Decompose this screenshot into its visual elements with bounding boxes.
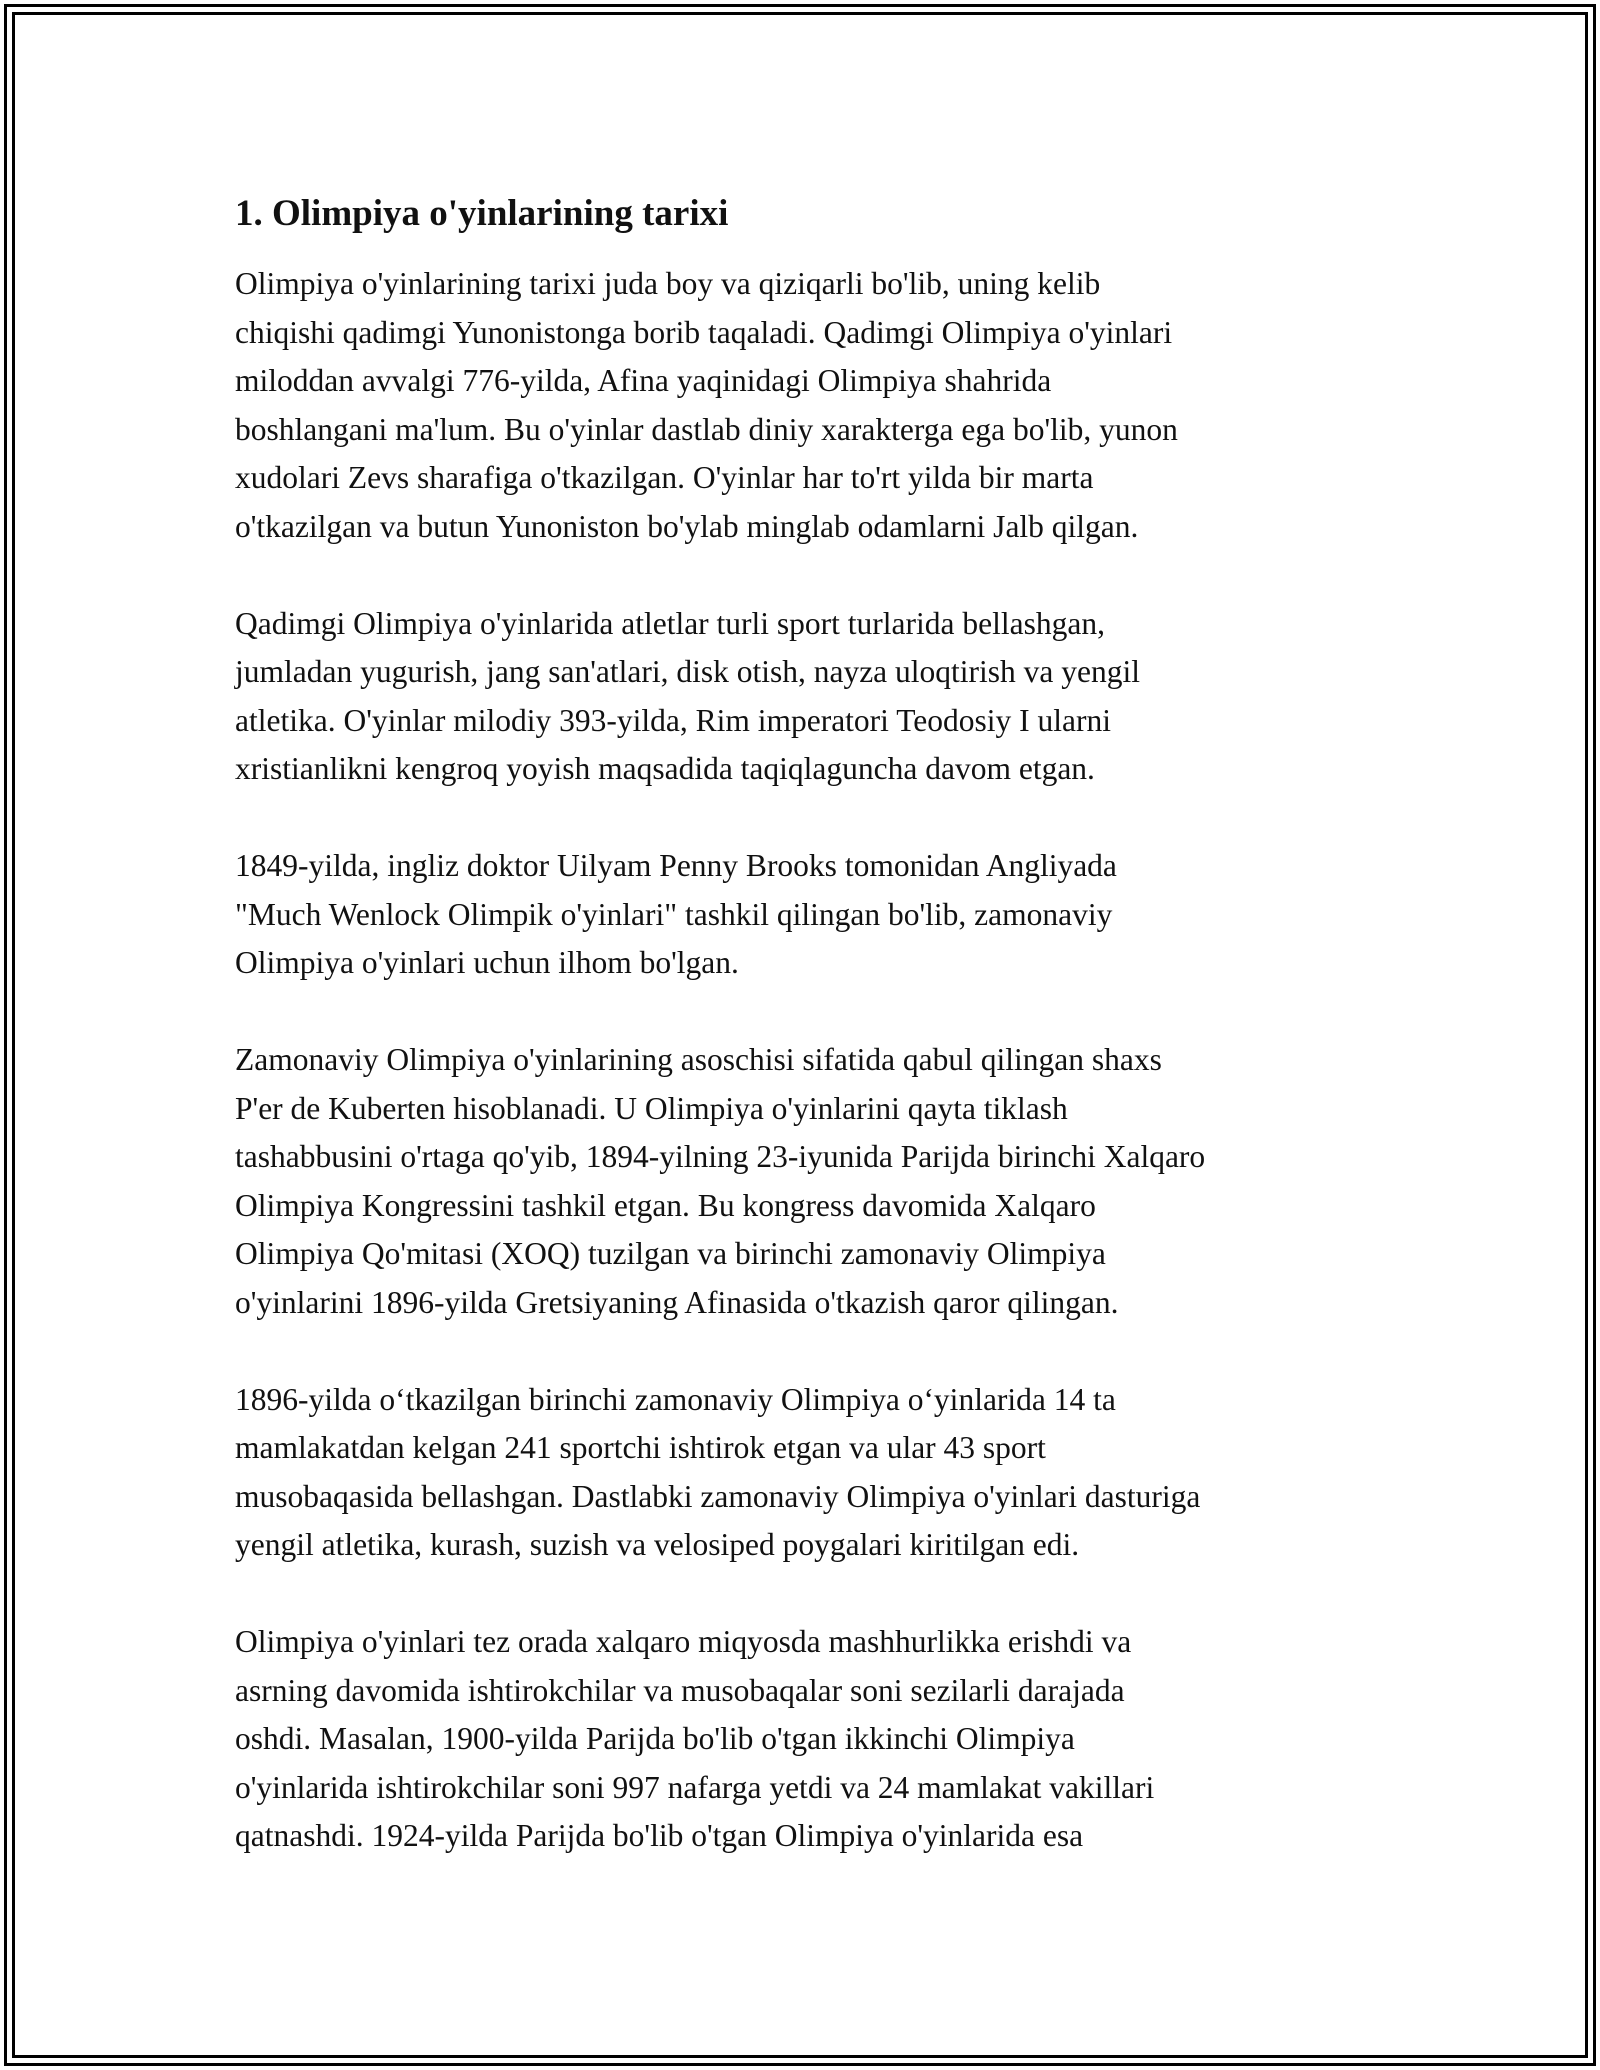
paragraph-line: Zamonaviy Olimpiya o'yinlarining asoschisi sifatida qabul qilingan shaxs (235, 1042, 1162, 1077)
paragraph-line: miloddan avvalgi 776-yilda, Afina yaqinidagi Olimpiya shahrida (235, 363, 1052, 398)
paragraph-line: oshdi. Masalan, 1900-yilda Parijda bo'lib o'tgan ikkinchi Olimpiya (235, 1721, 1075, 1756)
paragraph-line: 1896-yilda o‘tkazilgan birinchi zamonaviy Olimpiya o‘yinlarida 14 ta (235, 1381, 1116, 1417)
paragraph-line: boshlangani ma'lum. Bu o'yinlar dastlab diniy xarakterga ega bo'lib, yunon (235, 411, 1178, 447)
paragraph-line: atletika. O'yinlar milodiy 393-yilda, Rim imperatori Teodosiy I ularni (235, 702, 1111, 738)
paragraph-line: Olimpiya o'yinlari uchun ilhom bo'lgan. (235, 945, 739, 980)
paragraph (235, 1376, 1385, 1570)
paragraph-line: musobaqasida bellashgan. Dastlabki zamonaviy Olimpiya o'yinlari dasturiga (235, 1478, 1201, 1514)
paragraph-line: o'tkazilgan va butun Yunoniston bo'ylab minglab odamlarni Jalb qilgan. (235, 508, 1139, 544)
paragraph-line: Olimpiya o'yinlarining tarixi juda boy va qiziqarli bo'lib, uning kelib (235, 266, 1101, 301)
paragraph-line: Olimpiya Kongressini tashkil etgan. Bu kongress davomida Xalqaro (235, 1187, 1096, 1223)
paragraph-line: chiqishi qadimgi Yunonistonga borib taqaladi. Qadimgi Olimpiya o'yinlari (235, 314, 1173, 350)
paragraph-line: P'er de Kuberten hisoblanadi. U Olimpiya o'yinlarini qayta tiklash (235, 1090, 1068, 1126)
paragraph-line: Olimpiya o'yinlari tez orada xalqaro miqyosda mashhurlikka erishdi va (235, 1624, 1132, 1659)
paragraph-line: jumladan yugurish, jang san'atlari, disk otish, nayza uloqtirish va yengil (235, 654, 1141, 689)
document-body (235, 190, 1385, 1909)
paragraph-line: tashabbusini o'rtaga qo'yib, 1894-yilning 23-iyunida Parijda birinchi Xalqaro (235, 1139, 1206, 1174)
paragraph-line: xudolari Zevs sharafiga o'tkazilgan. O'yinlar har to'rt yilda bir marta (235, 460, 1094, 495)
paragraph-line: "Much Wenlock Olimpik o'yinlari" tashkil qilingan bo'lib, zamonaviy (235, 896, 1113, 932)
paragraph-container (235, 260, 1385, 1861)
paragraph (235, 1036, 1385, 1327)
paragraph (235, 260, 1385, 551)
paragraph-line: asrning davomida ishtirokchilar va musobaqalar soni sezilarli darajada (235, 1672, 1125, 1708)
paragraph-line: o'yinlarini 1896-yilda Gretsiyaning Afinasida o'tkazish qaror qilingan. (235, 1284, 1119, 1320)
paragraph-line: 1849-yilda, ingliz doktor Uilyam Penny Brooks tomonidan Angliyada (235, 848, 1117, 883)
section-heading: 1. Olimpiya o'yinlarining tarixi (235, 193, 729, 234)
paragraph-line: o'yinlarida ishtirokchilar soni 997 nafarga yetdi va 24 mamlakat vakillari (235, 1769, 1155, 1805)
paragraph (235, 600, 1385, 794)
paragraph (235, 842, 1385, 988)
paragraph-line: mamlakatdan kelgan 241 sportchi ishtirok etgan va ular 43 sport (235, 1430, 1046, 1465)
paragraph-line: yengil atletika, kurash, suzish va velosiped poygalari kiritilgan edi. (235, 1527, 1080, 1562)
paragraph-line: Qadimgi Olimpiya o'yinlarida atletlar turli sport turlarida bellashgan, (235, 605, 1105, 641)
paragraph-line: xristianlikni kengroq yoyish maqsadida taqiqlaguncha davom etgan. (235, 751, 1095, 786)
paragraph-line: Olimpiya Qo'mitasi (XOQ) tuzilgan va birinchi zamonaviy Olimpiya (235, 1236, 1106, 1271)
paragraph (235, 1618, 1385, 1861)
paragraph-line: qatnashdi. 1924-yilda Parijda bo'lib o'tgan Olimpiya o'yinlarida esa (235, 1818, 1084, 1853)
